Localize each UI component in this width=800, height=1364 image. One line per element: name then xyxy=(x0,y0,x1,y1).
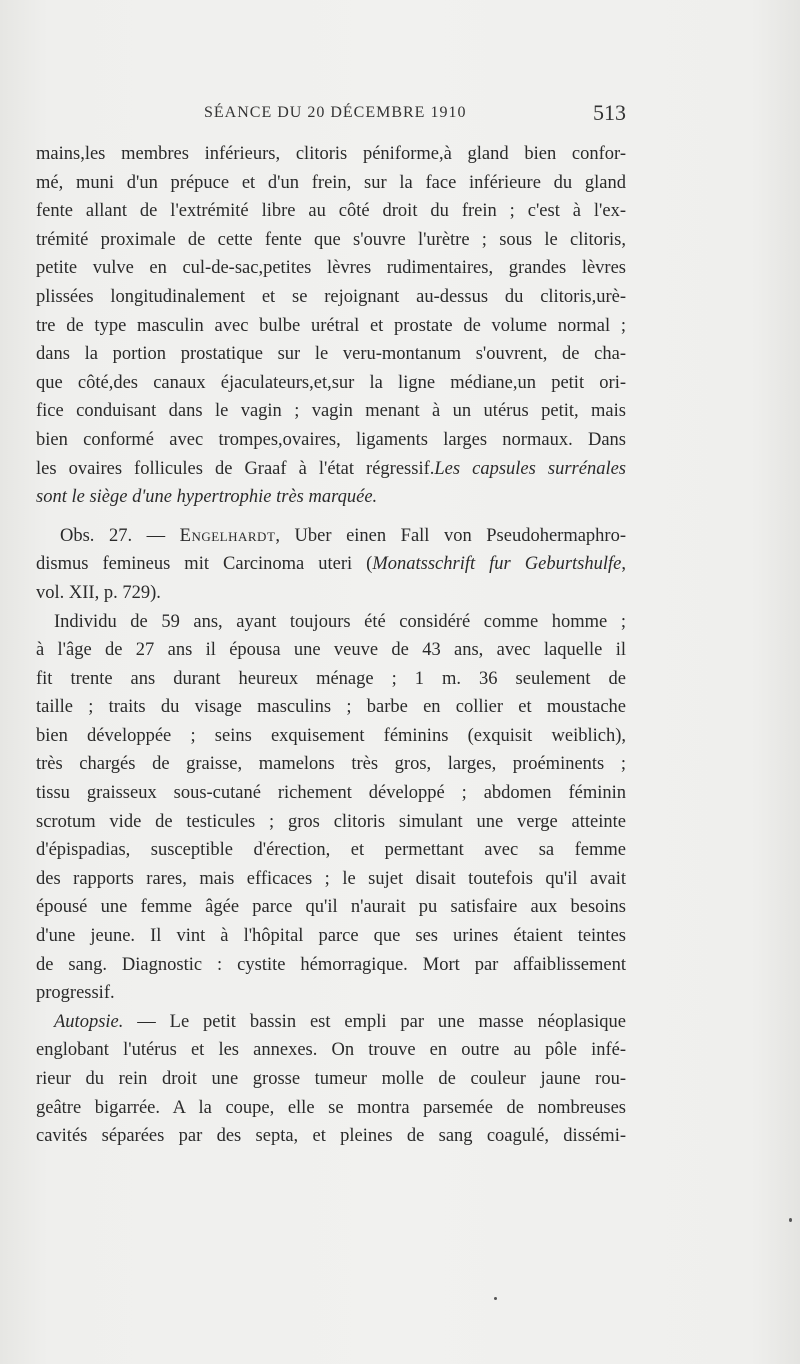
text-line: tissu graisseux sous-cutané richement développé ; abdomen féminin xyxy=(36,783,626,804)
journal-title: Monatsschrift fur Geburtshulfe xyxy=(372,554,622,575)
text-line: fice conduisant dans le vagin ; vagin menant à un utérus petit, mais xyxy=(36,401,626,422)
text-line: à l'âge de 27 ans il épousa une veuve de 43 ans, avec laquelle il xyxy=(36,640,626,661)
text-line: taille ; traits du visage masculins ; barbe en collier et moustache xyxy=(36,697,626,718)
text-line: rieur du rein droit une grosse tumeur molle de couleur jaune rou- xyxy=(36,1069,626,1089)
text-line: trémité proximale de cette fente que s'ouvre l'urètre ; sous le clitoris, xyxy=(36,229,626,250)
text-line: dans la portion prostatique sur le veru-montanum s'ouvrent, de cha- xyxy=(36,344,626,365)
text-line: mains,les membres inférieurs, clitoris péniforme,à gland bien confor- xyxy=(36,144,626,164)
text-segment: les ovaires follicules de Graaf à l'état régressif. xyxy=(36,458,435,479)
text-line: de sang. Diagnostic : cystite hémorragique. Mort par affaiblissement xyxy=(36,954,626,975)
text-line xyxy=(36,1008,626,1037)
text-line: sont le siège d'une hypertrophie très marquée. xyxy=(36,487,378,508)
text-line: geâtre bigarrée. A la coupe, elle se montra parsemée de nombreuses xyxy=(36,1097,626,1118)
text-line: fit trente ans durant heureux ménage ; 1 m. 36 seulement de xyxy=(36,668,626,689)
obs-number: Obs. 27. — xyxy=(60,525,180,546)
text-segment: dismus femineus mit Carcinoma uteri ( xyxy=(36,554,373,575)
running-head: SÉANCE DU 20 DÉCEMBRE 1910 xyxy=(204,104,467,121)
text-line: tre de type masculin avec bulbe urétral et prostate de volume normal ; xyxy=(36,315,626,336)
text-line: des rapports rares, mais efficaces ; le sujet disait toutefois qu'il avait xyxy=(36,868,626,889)
text-segment: , Uber einen Fall von Pseudohermaphro- xyxy=(275,525,626,546)
text-line: fente allant de l'extrémité libre au côté droit du frein ; c'est à l'ex- xyxy=(36,201,626,222)
text-line: très chargés de graisse, mamelons très gros, larges, proéminents ; xyxy=(36,754,626,775)
scan-speck xyxy=(494,1297,497,1300)
text-line: que côté,des canaux éjaculateurs,et,sur la ligne médiane,un petit ori- xyxy=(36,372,626,393)
text-line: englobant l'utérus et les annexes. On trouve en outre au pôle infé- xyxy=(36,1040,626,1061)
section-label: Autopsie. xyxy=(54,1011,124,1032)
text-line xyxy=(36,550,626,579)
text-line: cavités séparées par des septa, et pleines de sang coagulé, dissémi- xyxy=(36,1126,626,1147)
text-line: Individu de 59 ans, ayant toujours été considéré comme homme ; xyxy=(54,611,626,632)
page-number: 513 xyxy=(593,100,626,125)
observation-heading xyxy=(36,522,626,551)
text-line: d'une jeune. Il vint à l'hôpital parce que ses urines étaient teintes xyxy=(36,926,626,947)
paragraph-spacer xyxy=(36,512,626,522)
text-line: bien conformé avec trompes,ovaires, ligaments larges normaux. Dans xyxy=(36,429,626,450)
text-segment: — Le petit bassin est empli par une masse néoplasique xyxy=(123,1011,626,1032)
author-name: Engelhardt xyxy=(179,525,276,546)
text-line: petite vulve en cul-de-sac,petites lèvres rudimentaires, grandes lèvres xyxy=(36,258,626,279)
text-line: scrotum vide de testicules ; gros clitoris simulant une verge atteinte xyxy=(36,811,626,832)
text-line: plissées longitudinalement et se rejoignant au-dessus du clitoris,urè- xyxy=(36,286,626,307)
text-line: bien développée ; seins exquisement féminins (exquisit weiblich), xyxy=(36,725,626,746)
text-line: mé, muni d'un prépuce et d'un frein, sur la face inférieure du gland xyxy=(36,172,626,193)
text-line: progressif. xyxy=(36,983,115,1004)
text-line: épousé une femme âgée parce qu'il n'aurait pu satisfaire aux besoins xyxy=(36,897,626,918)
italic-text: Les capsules surrénales xyxy=(434,458,626,479)
text-segment: , xyxy=(621,554,626,575)
text-line: d'épispadias, susceptible d'érection, et permettant avec sa femme xyxy=(36,840,626,861)
body-text xyxy=(36,140,626,1151)
text-line xyxy=(36,455,626,484)
text-line: vol. XII, p. 729). xyxy=(36,582,161,603)
page-header xyxy=(36,100,626,134)
scan-speck xyxy=(789,1218,792,1222)
